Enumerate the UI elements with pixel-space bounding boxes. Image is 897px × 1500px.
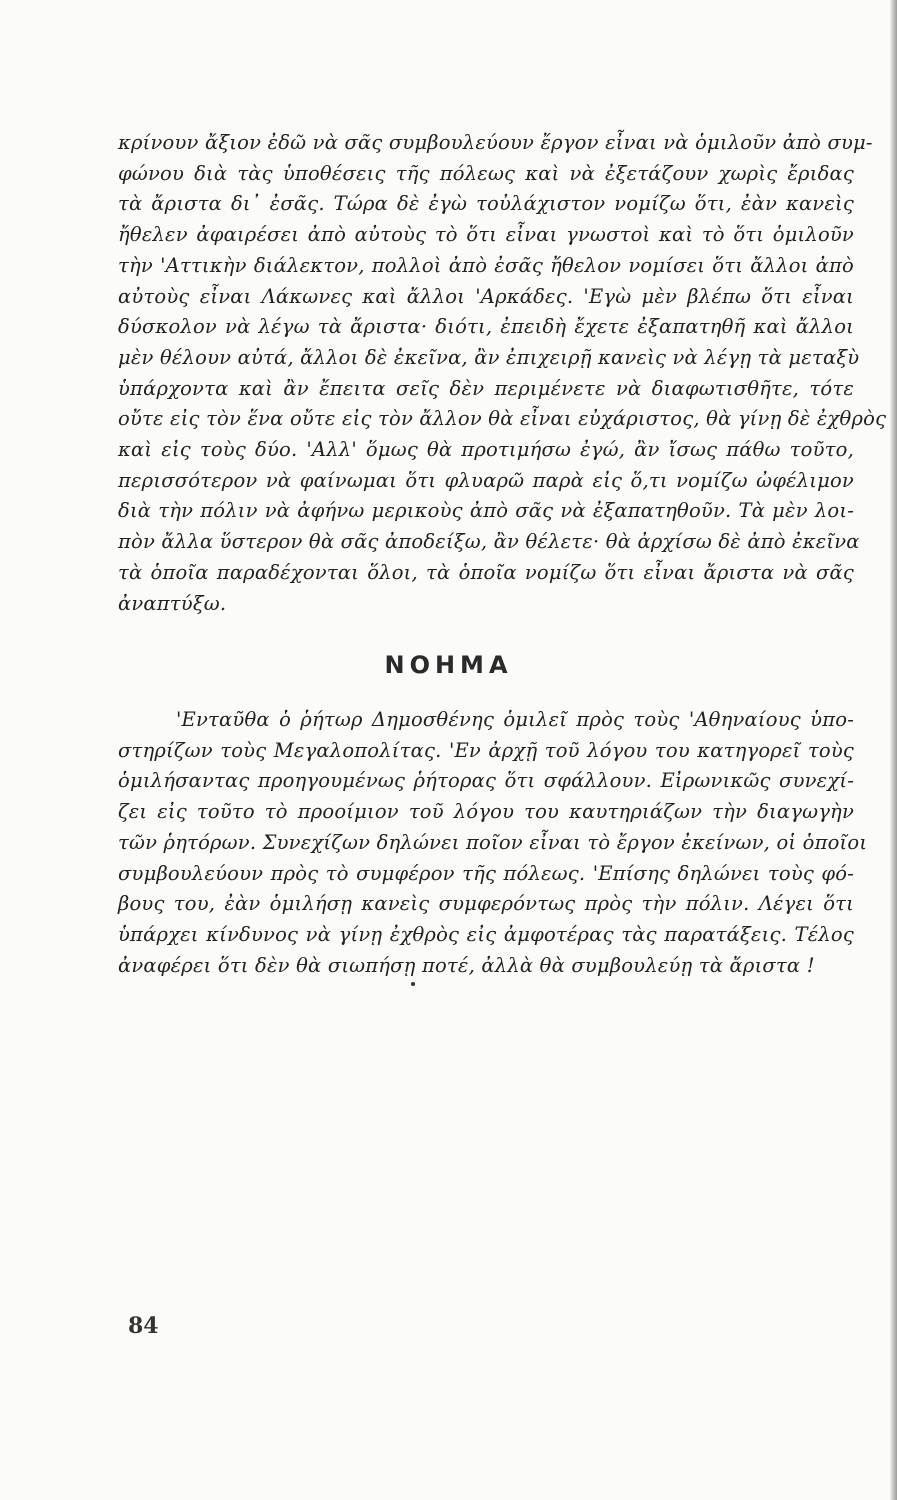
text-line: οὔτε εἰς τὸν ἕνα οὔτε εἰς τὸν ἄλλον θὰ εἶναι εὐχάριστος, θὰ γίνῃ δὲ ἐχθρὸς xyxy=(118,407,887,431)
summary-line: στηρίζων τοὺς Μεγαλοπολίτας. 'Εν ἀρχῇ τοῦ λόγου του κατηγορεῖ τοὺς xyxy=(118,738,854,762)
summary-line: ὑπάρχει κίνδυνος νὰ γίνῃ ἐχθρὸς εἰς ἀμφοτέρας τὰς παρατάξεις. Τέλος xyxy=(118,922,854,946)
text-line: δύσκολον νὰ λέγω τὰ ἄριστα· διότι, ἐπειδὴ ἔχετε ἐξαπατηθῆ καὶ ἄλλοι xyxy=(118,315,854,339)
page-edge-shadow xyxy=(890,0,897,1500)
text-line: μὲν θέλουν αὐτά, ἄλλοι δὲ ἐκεῖνα, ἂν ἐπιχειρῇ κανεὶς νὰ λέγῃ τὰ μεταξὺ xyxy=(118,345,860,369)
text-line: τὴν 'Αττικὴν διάλεκτον, πολλοὶ ἀπὸ ἐσᾶς ἤθελον νομίσει ὅτι ἄλλοι ἀπὸ xyxy=(118,253,854,277)
summary-line: τῶν ῥητόρων. Συνεχίζων δηλώνει ποῖον εἶναι τὸ ἔργον ἐκείνων, οἱ ὁποῖοι xyxy=(118,830,868,854)
section-heading: ΝΟΗΜΑ xyxy=(384,651,513,679)
text-line: ὑπάρχοντα καὶ ἂν ἔπειτα σεῖς δὲν περιμένετε νὰ διαφωτισθῆτε, τότε xyxy=(118,376,854,400)
text-line: φώνου διὰ τὰς ὑποθέσεις τῆς πόλεως καὶ νὰ ἐξετάζουν χωρὶς ἔριδας xyxy=(118,161,854,185)
text-line: τὰ ὁποῖα παραδέχονται ὅλοι, τὰ ὁποῖα νομίζω ὅτι εἶναι ἄριστα νὰ σᾶς xyxy=(118,560,854,584)
text-line: αὐτοὺς εἶναι Λάκωνες καὶ ἄλλοι 'Αρκάδες. 'Εγὼ μὲν βλέπω ὅτι εἶναι xyxy=(118,284,854,308)
page-number: 84 xyxy=(128,1313,159,1339)
text-line: ἀναπτύξω. xyxy=(118,591,227,615)
summary-line: 'Ενταῦθα ὁ ῥήτωρ Δημοσθένης ὁμιλεῖ πρὸς τοὺς 'Αθηναίους ὑπο- xyxy=(176,708,854,731)
text-line: διὰ τὴν πόλιν νὰ ἀφήνω μερικοὺς ἀπὸ σᾶς νὰ ἐξαπατηθοῦν. Τὰ μὲν λοι- xyxy=(118,499,854,523)
text-line: κρίνουν ἄξιον ἐδῶ νὰ σᾶς συμβουλεύουν ἔργον εἶναι νὰ ὁμιλοῦν ἀπὸ συμ- xyxy=(118,131,873,154)
text-line: ἤθελεν ἀφαιρέσει ἀπὸ αὐτοὺς τὸ ὅτι εἶναι γνωστοὶ καὶ τὸ ὅτι ὁμιλοῦν xyxy=(118,223,854,247)
summary-line: ὁμιλήσαντας προηγουμένως ῥήτορας ὅτι σφάλλουν. Εἰρωνικῶς συνεχί- xyxy=(118,769,854,793)
summary-line: συμβουλεύουν πρὸς τὸ συμφέρον τῆς πόλεως. 'Επίσης δηλώνει τοὺς φό- xyxy=(118,861,854,885)
text-line: πὸν ἄλλα ὕστερον θὰ σᾶς ἀποδείξω, ἂν θέλετε· θὰ ἀρχίσω δὲ ἀπὸ ἐκεῖνα xyxy=(118,530,860,554)
main-text-block xyxy=(118,128,887,619)
text-line: καὶ εἰς τοὺς δύο. 'Αλλ' ὅμως θὰ προτιμήσω ἐγώ, ἂν ἴσως πάθω τοῦτο, xyxy=(118,438,854,462)
summary-text-block xyxy=(118,705,868,981)
text-line: τὰ ἄριστα δι᾽ ἐσᾶς. Τώρα δὲ ἐγὼ τοὐλάχιστον νομίζω ὅτι, ἐὰν κανεὶς xyxy=(118,192,854,216)
summary-line: βους του, ἐὰν ὁμιλήσῃ κανεὶς συμφερόντως πρὸς τὴν πόλιν. Λέγει ὅτι xyxy=(118,892,854,916)
summary-line: ζει εἰς τοῦτο τὸ προοίμιον τοῦ λόγου του καυτηριάζων τὴν διαγωγὴν xyxy=(118,800,854,824)
summary-line: ἀναφέρει ὅτι δὲν θὰ σιωπήσῃ ποτέ, ἀλλὰ θὰ συμβουλεύῃ τὰ ἄριστα ! xyxy=(118,953,815,977)
ink-dot xyxy=(411,982,415,986)
text-line: περισσότερον νὰ φαίνωμαι ὅτι φλυαρῶ παρὰ εἰς ὅ,τι νομίζω ὠφέλιμον xyxy=(118,468,854,492)
